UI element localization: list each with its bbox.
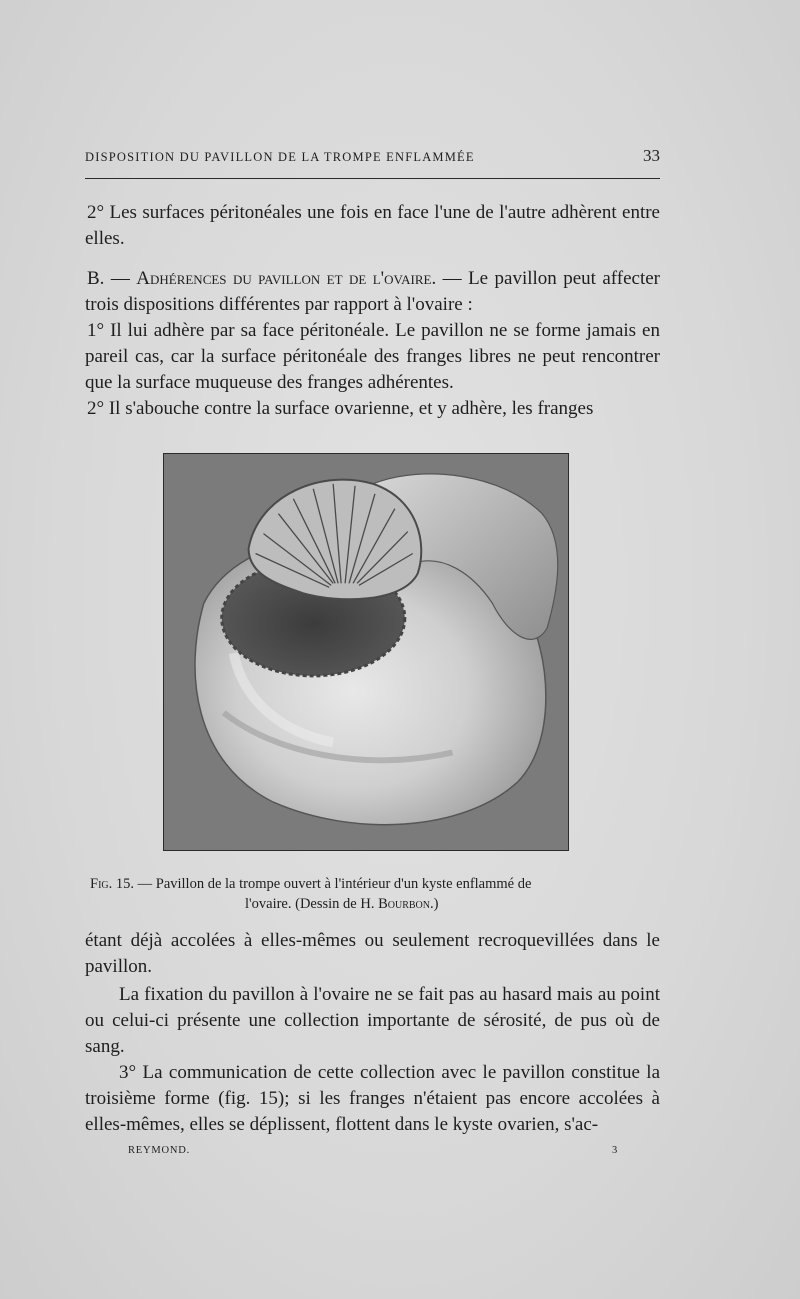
figure-15-illustration — [163, 453, 569, 851]
paragraph-2 — [85, 266, 660, 318]
figure-label: Fig. 15. — [90, 876, 134, 892]
paragraph-3: 1° Il lui adhère par sa face péritonéale. Le pavillon ne se forme jamais en pareil cas, car la surface péritonéale des franges libres ne peut rencontrer que la surface muqueuse des franges adhérentes. — [85, 320, 660, 393]
section-heading: Adhérences du pavillon et de l'ovaire. — [136, 268, 437, 289]
page-number: 33 — [643, 146, 660, 165]
paragraph-4: 2° Il s'abouche contre la surface ovarienne, et y adhère, les franges — [87, 398, 594, 419]
ovary-cyst-drawing — [164, 454, 568, 850]
figure-caption — [90, 874, 665, 914]
running-header — [85, 146, 660, 166]
caption-author: Bourbon — [378, 896, 430, 912]
caption-line-2 — [90, 894, 665, 914]
paragraph-1: 2° Les surfaces péritonéales une fois en face l'une de l'autre adhèrent entre elles. — [85, 202, 660, 249]
page-footer — [128, 1145, 618, 1156]
section-letter: B. — — [87, 268, 137, 289]
caption-text-2: l'ovaire. (Dessin de H. — [245, 896, 379, 912]
header-rule — [85, 178, 660, 179]
paragraph-2-text: — Le pavillon peut affecter trois dispositions différentes par rapport à l'ovaire : — [85, 268, 660, 315]
running-title: DISPOSITION DU PAVILLON DE LA TROMPE ENFLAMMÉE — [85, 150, 475, 164]
caption-line-1 — [90, 874, 665, 894]
footer-signature: REYMOND. — [128, 1145, 191, 1156]
paragraph-6: La fixation du pavillon à l'ovaire ne se fait pas au hasard mais au point ou celui-ci présente une collection importante de sérosité, de pus où de sang. — [85, 984, 660, 1057]
caption-text-3: .) — [429, 896, 439, 912]
paragraph-5: étant déjà accolées à elles-mêmes ou seulement recroquevillées dans le pavillon. — [85, 930, 660, 977]
footer-sheet-number: 3 — [611, 1145, 618, 1156]
paragraph-7: 3° La communication de cette collection avec le pavillon constitue la troisième forme (fig. 15); si les franges n'étaient pas encore accolées à elles-mêmes, elles se déplissent, flottent dans le kyste ovarien, s'ac- — [85, 1062, 660, 1135]
caption-text-1: — Pavillon de la trompe ouvert à l'intérieur d'un kyste enflammé de — [134, 876, 532, 892]
